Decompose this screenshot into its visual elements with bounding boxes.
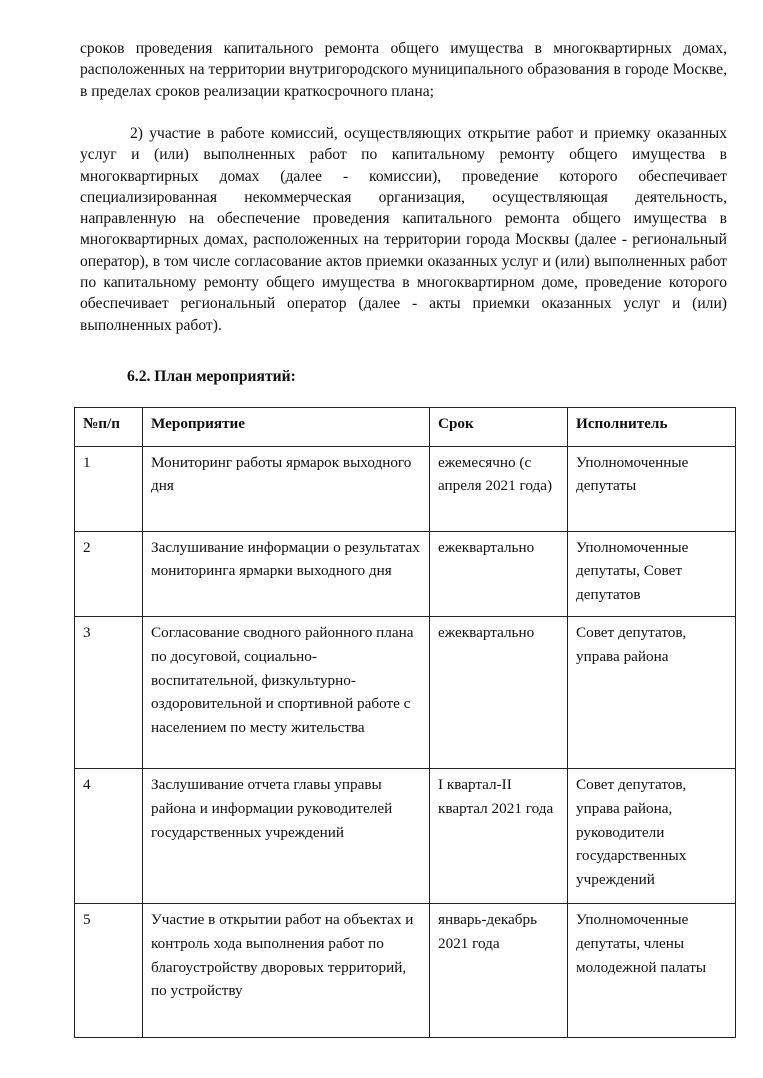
table-row — [75, 904, 736, 1038]
table-row — [75, 446, 736, 531]
table-header-row — [75, 408, 736, 447]
cell-num: 4 — [75, 769, 143, 904]
cell-event: Участие в открытии работ на объектах и контроль хода выполнения работ по благоустройству дворовых территорий, по устройству — [143, 904, 430, 1038]
table-row — [75, 769, 736, 904]
events-plan-table — [74, 407, 736, 1038]
cell-term: I квартал-II квартал 2021 года — [430, 769, 568, 904]
table-row — [75, 617, 736, 769]
cell-term: ежеквартально — [430, 531, 568, 617]
header-term: Срок — [430, 408, 568, 447]
cell-term: ежемесячно (с апреля 2021 года) — [430, 446, 568, 531]
cell-executor: Совет депутатов, управа района — [568, 617, 736, 769]
cell-executor: Совет депутатов, управа района, руководители государственных учреждений — [568, 769, 736, 904]
cell-num: 5 — [75, 904, 143, 1038]
cell-num: 3 — [75, 617, 143, 769]
intro-paragraph-2: 2) участие в работе комиссий, осуществляющих открытие работ и приемку оказанных услуг и (или) выполненных работ по капитальному ремонту общего имущества в многоквартирных домах (далее - комиссии), проведение которого обеспечивает специализированная некоммерческая организация, осуществляющая деятельность, направленную на обеспечение проведения капитального ремонта общего имущества в многоквартирных домах, расположенных на территории города Москвы (далее - региональный оператор), в том числе согласование актов приемки оказанных услуг и (или) выполненных работ по капитальному ремонту общего имущества в многоквартирном доме, проведение которого обеспечивает региональный оператор (далее - акты приемки оказанных услуг и (или) выполненных работ). — [80, 125, 727, 334]
cell-event: Заслушивание отчета главы управы района и информации руководителей государственных учреждений — [143, 769, 430, 904]
section-heading: 6.2. План мероприятий: — [127, 368, 296, 385]
cell-term: январь-декабрь 2021 года — [430, 904, 568, 1038]
cell-num: 1 — [75, 446, 143, 531]
cell-term: ежеквартально — [430, 617, 568, 769]
intro-paragraph-1: сроков проведения капитального ремонта общего имущества в многоквартирных домах, расположенных на территории внутригородского муниципального образования в городе Москве, в пределах сроков реализации краткосрочного плана; — [80, 40, 727, 100]
header-num: №п/п — [75, 408, 143, 447]
header-event: Мероприятие — [143, 408, 430, 447]
table-row — [75, 531, 736, 617]
cell-event: Мониторинг работы ярмарок выходного дня — [143, 446, 430, 531]
header-executor: Исполнитель — [568, 408, 736, 447]
cell-executor: Уполномоченные депутаты, Совет депутатов — [568, 531, 736, 617]
cell-event: Согласование сводного районного плана по досуговой, социально-воспитательной, физкультурно-оздоровительной и спортивной работе с населением по месту жительства — [143, 617, 430, 769]
cell-num: 2 — [75, 531, 143, 617]
cell-executor: Уполномоченные депутаты — [568, 446, 736, 531]
cell-event: Заслушивание информации о результатах мониторинга ярмарки выходного дня — [143, 531, 430, 617]
cell-executor: Уполномоченные депутаты, члены молодежной палаты — [568, 904, 736, 1038]
